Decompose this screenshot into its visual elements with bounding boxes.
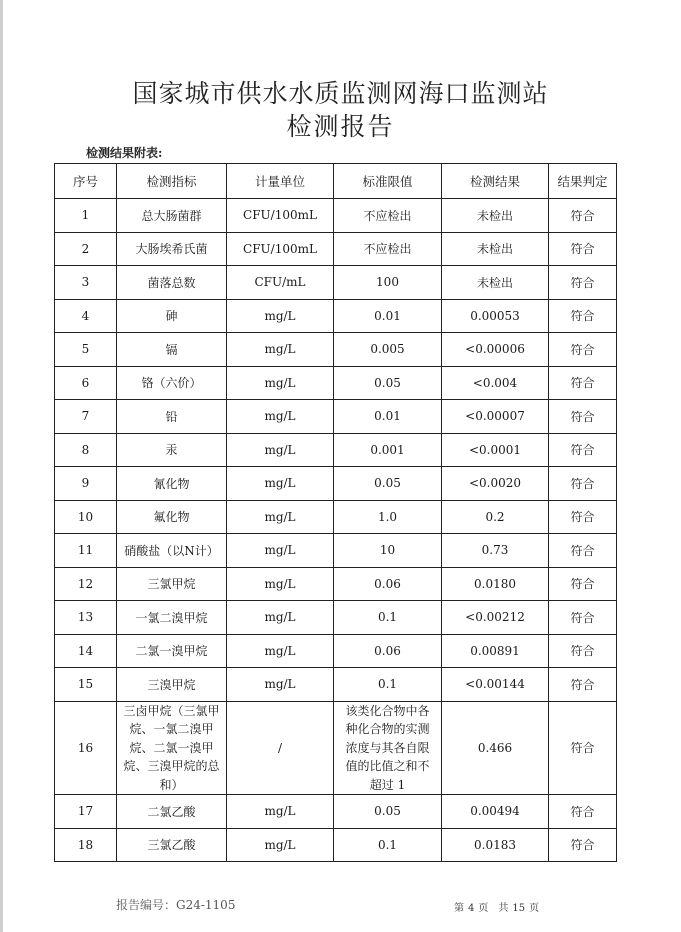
col-header-judge: 结果判定 [549, 164, 617, 199]
cell-judge: 符合 [549, 601, 617, 635]
cell-no: 18 [55, 828, 117, 862]
cell-no: 4 [55, 299, 117, 333]
cell-judge: 符合 [549, 433, 617, 467]
cell-unit: CFU/100mL [227, 199, 334, 233]
cell-result: 0.00053 [442, 299, 549, 333]
cell-item: 二氯乙酸 [117, 795, 227, 829]
cell-item-line: 烷、二氯一溴甲 [129, 740, 214, 755]
cell-no: 12 [55, 567, 117, 601]
col-header-unit: 计量单位 [227, 164, 334, 199]
cell-item: 氟化物 [117, 500, 227, 534]
cell-unit: mg/L [227, 299, 334, 333]
cell-limit: 0.05 [334, 467, 442, 501]
cell-item: 硝酸盐（以N计） [117, 534, 227, 568]
table-row [55, 500, 617, 534]
cell-no: 13 [55, 601, 117, 635]
cell-limit: 0.1 [334, 601, 442, 635]
cell-item-line: 烷、一氯二溴甲 [129, 722, 214, 736]
cell-result: 0.73 [442, 534, 549, 568]
table-row [55, 534, 617, 568]
cell-no: 9 [55, 467, 117, 501]
results-table [54, 163, 617, 862]
cell-judge: 符合 [549, 232, 617, 266]
cell-no: 1 [55, 199, 117, 233]
cell-unit: mg/L [227, 467, 334, 501]
col-header-limit: 标准限值 [334, 164, 442, 199]
cell-result: <0.00007 [442, 400, 549, 434]
cell-item: 一氯二溴甲烷 [117, 601, 227, 635]
cell-judge: 符合 [549, 795, 617, 829]
table-row [55, 232, 617, 266]
cell-unit: mg/L [227, 534, 334, 568]
cell-judge: 符合 [549, 634, 617, 668]
table-row [55, 634, 617, 668]
cell-item: 铅 [117, 400, 227, 434]
cell-limit: 0.05 [334, 795, 442, 829]
table-row [55, 701, 617, 795]
cell-result: 0.466 [442, 701, 549, 795]
col-header-no: 序号 [55, 164, 117, 199]
cell-judge: 符合 [549, 333, 617, 367]
cell-unit: mg/L [227, 567, 334, 601]
cell-result: <0.0001 [442, 433, 549, 467]
cell-item: 镉 [117, 333, 227, 367]
table-row [55, 433, 617, 467]
table-row [55, 266, 617, 300]
cell-item: 砷 [117, 299, 227, 333]
cell-unit: mg/L [227, 500, 334, 534]
table-row [55, 601, 617, 635]
cell-unit: mg/L [227, 601, 334, 635]
table-row [55, 668, 617, 702]
cell-result: <0.00212 [442, 601, 549, 635]
cell-item: 二氯一溴甲烷 [117, 634, 227, 668]
cell-no: 10 [55, 500, 117, 534]
cell-judge: 符合 [549, 467, 617, 501]
cell-limit-line: 种化合物的实测 [345, 722, 430, 736]
cell-result: <0.004 [442, 366, 549, 400]
cell-limit-line: 超过 1 [369, 777, 406, 792]
cell-unit: CFU/mL [227, 266, 334, 300]
cell-item: 汞 [117, 433, 227, 467]
cell-limit-line: 该类化合物中各 [345, 703, 430, 718]
report-number: 报告编号：G24-1105 [116, 898, 236, 912]
cell-result: 未检出 [442, 232, 549, 266]
cell-result: <0.00144 [442, 668, 549, 702]
table-row [55, 400, 617, 434]
cell-limit: 0.1 [334, 828, 442, 862]
cell-limit: 10 [334, 534, 442, 568]
cell-result: 0.00891 [442, 634, 549, 668]
cell-no: 15 [55, 668, 117, 702]
page-mid: 页 共 [478, 903, 509, 914]
cell-no: 16 [55, 701, 117, 795]
cell-unit: mg/L [227, 433, 334, 467]
cell-judge: 符合 [549, 299, 617, 333]
cell-result: 0.0180 [442, 567, 549, 601]
page-current: 4 [468, 903, 475, 914]
cell-item: 三氯甲烷 [117, 567, 227, 601]
cell-no: 11 [55, 534, 117, 568]
cell-unit: mg/L [227, 400, 334, 434]
cell-result: 0.00494 [442, 795, 549, 829]
cell-limit: 0.06 [334, 634, 442, 668]
cell-judge: 符合 [549, 534, 617, 568]
cell-no: 2 [55, 232, 117, 266]
cell-judge: 符合 [549, 500, 617, 534]
cell-unit: CFU/100mL [227, 232, 334, 266]
cell-limit-line: 值的比值之和不 [345, 759, 430, 773]
cell-unit: mg/L [227, 366, 334, 400]
cell-no: 6 [55, 366, 117, 400]
cell-judge: 符合 [549, 668, 617, 702]
cell-limit: 0.005 [334, 333, 442, 367]
cell-result: 未检出 [442, 266, 549, 300]
table-row [55, 795, 617, 829]
cell-no: 5 [55, 333, 117, 367]
table-caption: 检测结果附表: [86, 146, 163, 160]
cell-unit: mg/L [227, 828, 334, 862]
cell-item-line: 和） [159, 777, 184, 792]
cell-item: 三氯乙酸 [117, 828, 227, 862]
table-row [55, 828, 617, 862]
col-header-item: 检测指标 [117, 164, 227, 199]
cell-result: 未检出 [442, 199, 549, 233]
cell-judge: 符合 [549, 701, 617, 795]
cell-item-line: 烷、三溴甲烷的总 [123, 759, 220, 773]
page-indicator [452, 899, 541, 914]
table-row [55, 366, 617, 400]
cell-limit: 0.1 [334, 668, 442, 702]
cell-limit: 0.001 [334, 433, 442, 467]
cell-item: 总大肠菌群 [117, 199, 227, 233]
cell-item: 三溴甲烷 [117, 668, 227, 702]
cell-no: 3 [55, 266, 117, 300]
report-subtitle: 检测报告 [286, 112, 395, 141]
cell-result: <0.00006 [442, 333, 549, 367]
cell-judge: 符合 [549, 400, 617, 434]
cell-result: 0.0183 [442, 828, 549, 862]
cell-item-line: 三卤甲烷（三氯甲 [123, 703, 220, 718]
cell-limit-line: 浓度与其各自限 [345, 740, 430, 755]
cell-no: 8 [55, 433, 117, 467]
page-total: 15 [512, 903, 526, 914]
table-header-row [55, 164, 617, 199]
cell-unit: mg/L [227, 668, 334, 702]
cell-judge: 符合 [549, 366, 617, 400]
page-suffix: 页 [529, 903, 540, 914]
cell-result: <0.0020 [442, 467, 549, 501]
table-row [55, 299, 617, 333]
cell-unit: mg/L [227, 634, 334, 668]
cell-no: 14 [55, 634, 117, 668]
report-title: 国家城市供水水质监测网海口监测站 [132, 79, 549, 108]
cell-limit: 0.05 [334, 366, 442, 400]
cell-limit: 不应检出 [334, 232, 442, 266]
cell-item: 菌落总数 [117, 266, 227, 300]
cell-no: 7 [55, 400, 117, 434]
cell-unit: / [227, 701, 334, 795]
cell-limit: 0.01 [334, 400, 442, 434]
cell-limit [334, 701, 442, 795]
table-row [55, 567, 617, 601]
cell-item: 氰化物 [117, 467, 227, 501]
cell-limit: 0.01 [334, 299, 442, 333]
table-row [55, 467, 617, 501]
cell-item: 铬（六价） [117, 366, 227, 400]
cell-limit: 100 [334, 266, 442, 300]
cell-unit: mg/L [227, 795, 334, 829]
cell-judge: 符合 [549, 828, 617, 862]
table-row [55, 199, 617, 233]
cell-no: 17 [55, 795, 117, 829]
cell-judge: 符合 [549, 567, 617, 601]
cell-result: 0.2 [442, 500, 549, 534]
table-row [55, 333, 617, 367]
cell-judge: 符合 [549, 266, 617, 300]
cell-item: 大肠埃希氏菌 [117, 232, 227, 266]
cell-item [117, 701, 227, 795]
col-header-result: 检测结果 [442, 164, 549, 199]
cell-limit: 1.0 [334, 500, 442, 534]
cell-limit: 不应检出 [334, 199, 442, 233]
cell-limit: 0.06 [334, 567, 442, 601]
cell-unit: mg/L [227, 333, 334, 367]
page-prefix: 第 [454, 903, 464, 914]
cell-judge: 符合 [549, 199, 617, 233]
